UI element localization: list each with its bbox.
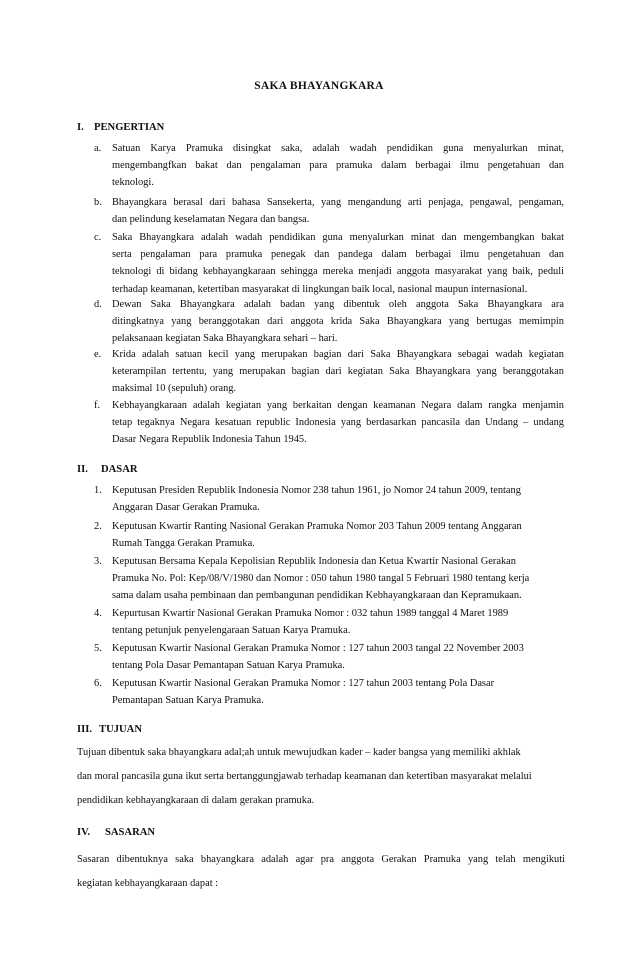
list-text (112, 553, 564, 605)
text-line: Keputusan Presiden Republik Indonesia Nomor 238 tahun 1961, jo Nomor 24 tahun 2009, tentang (112, 485, 521, 496)
text-line: Dewan Saka Bhayangkara adalah badan yang dibentuk oleh anggota Saka Bhayangkara ara (112, 299, 564, 310)
list-text (112, 482, 564, 516)
list-item (94, 346, 564, 398)
section-number: IV. (77, 827, 91, 838)
text-line: teknologi. (112, 177, 154, 189)
text-line: Keputusan Kwartir Ranting Nasional Gerakan Pramuka Nomor 203 Tahun 2009 tentang Anggaran (112, 521, 522, 532)
section-heading-tujuan (77, 721, 142, 738)
section-number: III. (77, 724, 93, 735)
list-marker: 1. (94, 485, 102, 496)
text-line: Krida adalah satuan kecil yang merupakan bagian dari Saka Bhayangkara sebagai wadah kegiatan (112, 349, 564, 360)
list-text (112, 346, 564, 398)
text-line: maksimal 10 (sepuluh) orang. (112, 383, 237, 395)
paragraph-sasaran (77, 848, 565, 896)
text-line: tentang Pola Dasar Pemantapan Satuan Karya Pramuka. (112, 660, 345, 672)
text-line: Pemantapan Satuan Karya Pramuka. (112, 695, 264, 707)
list-marker: 4. (94, 608, 102, 619)
text-line: pendidikan kebhayangkaraan di dalam gerakan pramuka. (77, 795, 315, 806)
list-text (112, 296, 564, 348)
text-line: pelaksanaan kegiatan Saka Bhayangkara sehari – hari. (112, 333, 338, 345)
list-text (112, 518, 564, 552)
list-marker: d. (94, 299, 102, 310)
text-line: Saka Bhayangkara adalah wadah pendidikan guna menyalurkan minat dan mengembangkan bakat (112, 232, 564, 243)
list-item (94, 675, 564, 709)
text-line: Keputusan Kwartir Nasional Gerakan Pramuka Nomor : 127 tahun 2003 tentang Pola Dasar (112, 678, 495, 689)
section-heading-sasaran (77, 824, 155, 841)
list-item (94, 482, 564, 516)
list-item (94, 140, 564, 192)
text-line: dan moral pancasila guna ikut serta bertanggungjawab terhadap keamanan dan ketertiban masyarakat melalui (77, 771, 532, 782)
list-text (112, 605, 564, 639)
list-marker: 2. (94, 521, 102, 532)
text-line: Keputusan Bersama Kepala Kepolisian Republik Indonesia dan Ketua Kwartir Nasional Gerakan (112, 556, 516, 567)
text-line: tetap tegaknya Negara kesatuan republic Indonesia yang berdasarkan pancasila dan Undang – undang (112, 417, 564, 429)
text-line: mengembangfkan bakat dan pengalaman para pramuka dalam berbagai ilmu pengetahuan dan (112, 160, 564, 172)
list-item (94, 296, 564, 348)
list-item (94, 640, 564, 674)
text-line: Kepurtusan Kwartir Nasional Gerakan Pramuka Nomor : 032 tahun 1989 tanggal 4 Maret 1989 (112, 608, 509, 619)
list-marker: 6. (94, 678, 102, 689)
text-line: keterampilan tertentu, yang merupakan bagian dari kegiatan Saka Bhayangkara yang beranggotakan (112, 366, 564, 378)
text-line: Keputusan Kwartir Nasional Gerakan Pramuka Nomor : 127 tahun 2003 tangal 22 November 2003 (112, 643, 524, 654)
list-text (112, 140, 564, 192)
list-marker: f. (94, 400, 101, 411)
text-line: Kebhayangkaraan adalah kegiatan yang berkaitan dengan keamanan Negara dalam rangka menjamin (112, 400, 564, 411)
text-line: Pramuka No. Pol: Kep/08/V/1980 dan Nomor : 050 tahun 1980 tangal 5 Februari 1980 tentang kerja (112, 573, 530, 585)
section-title: TUJUAN (99, 724, 142, 735)
list-item (94, 553, 564, 605)
section-heading-pengertian (77, 119, 164, 136)
list-item (94, 605, 564, 639)
section-title: SASARAN (105, 827, 156, 838)
text-line: Tujuan dibentuk saka bhayangkara adal;ah untuk mewujudkan kader – kader bangsa yang memiliki akhlak (77, 747, 521, 758)
document-title: SAKA BHAYANGKARA (254, 80, 384, 92)
list-text (112, 194, 564, 228)
text-line: serta pengalaman para pramuka penegak dan pandega dalam berbagai ilmu pengetahuan dan (112, 249, 564, 261)
list-marker: a. (94, 143, 102, 154)
list-marker: e. (94, 349, 102, 360)
text-line: kegiatan kebhayangkaraan dapat : (77, 878, 219, 889)
text-line: Dasar Negara Republik Indonesia Tahun 1945. (112, 434, 307, 446)
section-title: DASAR (101, 464, 138, 475)
text-line: ditingkatnya yang beranggotakan dari anggota krida Saka Bhayangkara yang bertugas memimpin (112, 316, 564, 328)
list-text (112, 397, 564, 449)
text-line: tentang petunjuk penyelengaraan Satuan Karya Pramuka. (112, 625, 351, 637)
list-marker: b. (94, 197, 102, 208)
section-number: I. (77, 122, 84, 133)
list-marker: 3. (94, 556, 102, 567)
list-marker: 5. (94, 643, 102, 654)
list-item (94, 518, 564, 552)
list-item (94, 397, 564, 449)
text-line: dan pelindung keselamatan Negara dan bangsa. (112, 214, 310, 226)
text-line: Sasaran dibentuknya saka bhayangkara adalah agar pra anggota Gerakan Pramuka yang telah mengikuti (77, 854, 565, 865)
section-heading-dasar (77, 461, 138, 478)
list-item (94, 194, 564, 228)
list-text (112, 675, 564, 709)
list-item (94, 229, 564, 298)
paragraph-tujuan (77, 741, 565, 813)
section-number: II. (77, 464, 88, 475)
text-line: Anggaran Dasar Gerakan Pramuka. (112, 502, 260, 514)
text-line: Satuan Karya Pramuka disingkat saka, adalah wadah pendidikan guna menyalurkan minat, (112, 143, 564, 154)
text-line: terhadap keamanan, ketertiban masyarakat di lingkungan baik local, nasional maupun internasional. (112, 283, 528, 295)
list-marker: c. (94, 232, 102, 243)
list-text (112, 229, 564, 298)
list-text (112, 640, 564, 674)
text-line: sama dalam usaha pembinaan dan pembangunan pendidikan Kebhayangkaraan dan Kepramukaan. (112, 590, 522, 602)
text-line: Rumah Tangga Gerakan Pramuka. (112, 538, 255, 550)
section-title: PENGERTIAN (94, 122, 165, 133)
text-line: teknologi di bidang kebhayangkaraan sehingga mereka menjadi anggota masyarakat yang baik, peduli (112, 266, 564, 278)
text-line: Bhayangkara berasal dari bahasa Sansekerta, yang mengandung arti penjaga, pengawal, pengaman, (112, 197, 564, 208)
